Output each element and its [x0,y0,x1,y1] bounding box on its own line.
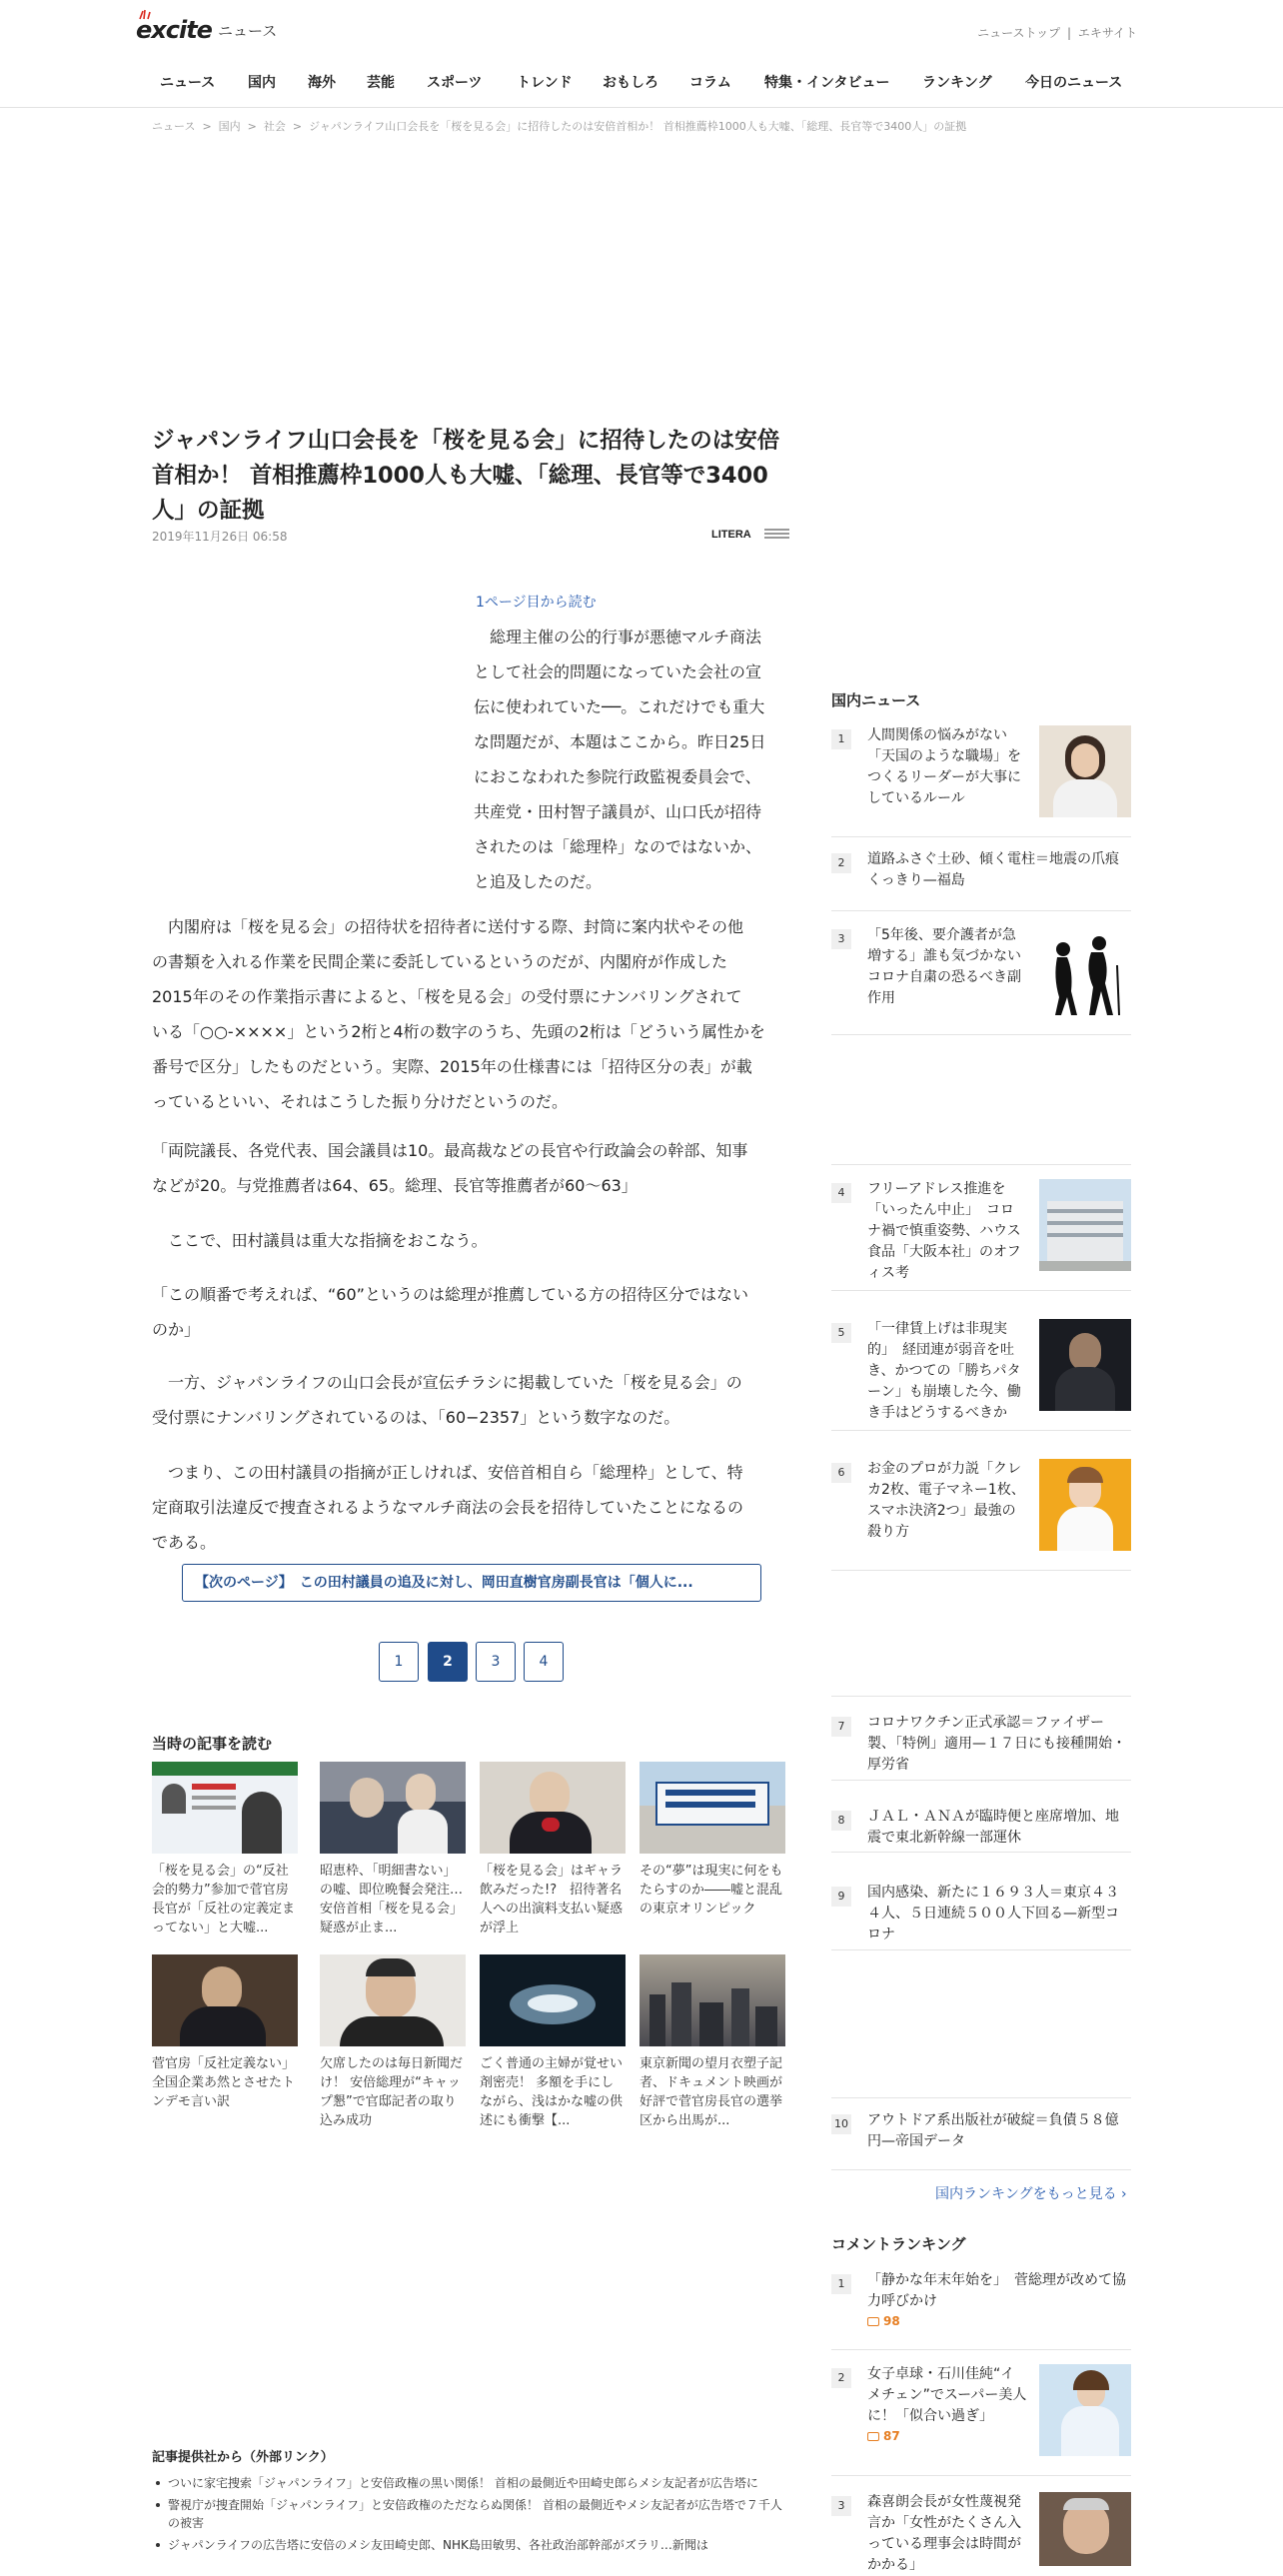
comment-rank-item[interactable] [831,2270,1131,2350]
rank-title: 「一律賃上げは非現実的」 経団連が弱音を吐き、かつての「勝ちパターン」も崩壊した今、働き手はどうするべきか [867,1321,1021,1421]
rank-title: 国内感染、新たに１６９３人＝東京４３４人、５日連続５００人下回る—新型コロナ [867,1885,1119,1942]
rank-thumbnail [1039,2492,1131,2566]
more-link-label: 国内ランキングをもっと見る [935,2186,1117,2202]
logo-spark-icon [138,10,152,20]
related-thumbnail [480,1954,626,2046]
nav-trend[interactable]: トレンド [517,75,573,91]
article-line: 受付票にナンバリングされているのは、「60−2357」という数字なのだ。 [152,1408,680,1427]
external-link[interactable]: 警視庁が捜査開始「ジャパンライフ」と安倍政権のただならぬ関係！ 首相の最側近やメシ友記者が広告塔で７千人の被害 [152,2496,791,2532]
article-line: として社会的問題になっていた会社の宣 [474,662,762,681]
nav-entertainment[interactable]: 芸能 [367,75,395,91]
rank-thumbnail [1039,925,1131,1017]
related-thumbnail [640,1954,785,2046]
page-4-button[interactable]: 4 [524,1642,564,1682]
rank-title: 「静かな年末年始を」 菅総理が改めて協力呼びかけ [867,2272,1126,2309]
article-line: 番号で区分」したものだという。実際、2015年の仕様書には「招待区分の表」が載 [152,1057,752,1076]
rank-title: コロナワクチン正式承認＝ファイザー製、「特例」適用—１７日にも接種開始・厚労省 [867,1715,1126,1773]
domestic-news-heading: 国内ニュース [831,691,921,709]
page-1-button[interactable]: 1 [379,1642,419,1682]
article-line: っているといい、それはこうした振り分けだというのだ。 [152,1092,569,1111]
article-line: 「両院議長、各党代表、国会議員は10。最高裁などの長官や行政論会の幹部、知事 [152,1141,748,1160]
page-2-button[interactable]: 2 [428,1642,468,1682]
comment-count [867,2314,900,2328]
domestic-rank-item[interactable] [831,725,1131,837]
litera-logo-text: LITERA [711,529,751,541]
nav-today-news[interactable]: 今日のニュース [1025,75,1123,91]
article-line: つまり、この田村議員の指摘が正しければ、安倍首相自ら「総理枠」として、特 [152,1463,743,1482]
breadcrumb-domestic[interactable]: 国内 [218,120,241,133]
next-page-button[interactable]: 【次のページ】 この田村議員の追及に対し、岡田直樹官房副長官は「個人に... [182,1564,761,1602]
domestic-rank-item[interactable] [831,1713,1131,1781]
article-date: 2019年11月26日 06:58 [152,530,288,544]
rank-title: 「5年後、要介護者が急増する」誰も気づかないコロナ自粛の恐るべき副作用 [867,927,1021,1006]
related-item[interactable] [640,1762,785,1919]
related-item[interactable] [640,1954,785,2128]
comment-count-value: 98 [883,2314,900,2328]
rank-number: 5 [831,1323,851,1343]
main-nav [0,72,1283,100]
sidebar-divider [831,2097,1131,2098]
top-links [977,24,1137,41]
rank-thumbnail [1039,1459,1131,1551]
external-link[interactable]: ついに家宅捜索「ジャパンライフ」と安倍政権の黒い関係！ 首相の最側近や田崎史郎らメシ友記者が広告塔に [152,2474,791,2492]
rank-number: 7 [831,1717,851,1737]
external-links-list [152,2474,791,2558]
sidebar-divider [831,1696,1131,1697]
excite-link[interactable]: エキサイト [1077,26,1137,40]
article-line: 一方、ジャパンライフの山口会長が宣伝チラシに掲載していた「桜を見る会」の [152,1373,742,1392]
more-domestic-ranking-link[interactable] [935,2183,1127,2203]
breadcrumb-current: ジャパンライフ山口会長を「桜を見る会」に招待したのは安倍首相か！ 首相推薦枠1000人も大嘘、「総理、長官等で3400人」の証拠 [309,120,967,133]
related-thumbnail [152,1762,298,1854]
nav-news[interactable]: ニュース [160,75,216,91]
breadcrumb-news[interactable]: ニュース [152,120,196,133]
article-line: である。 [152,1533,217,1552]
article-line: のか」 [152,1320,201,1339]
related-thumbnail [320,1762,466,1854]
breadcrumb: ニュース > 国内 > 社会 > ジャパンライフ山口会長を「桜を見る会」に招待したのは安倍首相か！ 首相推薦枠1000人も大嘘、「総理、長官等で3400人」の証拠 [152,120,967,133]
related-caption: 昭恵枠、「明細書ない」の嘘、即位晩餐会発注…安倍首相「桜を見る会」疑惑が止ま... [320,1864,464,1935]
rank-title: 道路ふさぐ土砂、傾く電柱＝地震の爪痕くっきり—福島 [867,851,1119,888]
rank-number: 3 [831,2496,851,2516]
related-caption: ごく普通の主婦が覚せい剤密売！ 多額を手にしながら、浅はかな嘘の供述にも衝撃【... [480,2056,624,2128]
article-line: 総理主催の公的行事が悪徳マルチ商法 [474,628,762,646]
article-title: ジャパンライフ山口会長を「桜を見る会」に招待したのは安倍首相か！ 首相推薦枠1000人も大嘘、「総理、長官等で3400人」の証拠 [152,428,780,524]
related-item[interactable] [152,1954,298,2111]
domestic-rank-item[interactable] [831,1883,1131,1950]
article-line: 共産党・田村智子議員が、山口氏が招待 [474,802,762,821]
news-top-link[interactable]: ニューストップ [977,26,1061,40]
excite-logo[interactable] [136,14,277,44]
external-links-heading: 記事提供社から（外部リンク） [152,2450,334,2465]
comment-count [867,2429,900,2443]
rank-thumbnail [1039,1179,1131,1271]
related-heading: 当時の記事を読む [152,1735,273,1753]
rank-title: ＪＡＬ・ＡＮＡが臨時便と座席増加、地震で東北新幹線一部運休 [867,1809,1119,1846]
article-paragraph [152,1223,791,1258]
rank-title: 女子卓球・石川佳純“イメチェン”でスーパー美人に！「似合い過ぎ」 [867,2366,1027,2424]
article-line: 伝に使われていた──。これだけでも重大 [474,697,765,716]
rank-number: 9 [831,1887,851,1907]
related-item[interactable] [320,1954,466,2128]
article-paragraph [152,1133,791,1203]
related-thumbnail [152,1954,298,2046]
article-line: な問題だが、本題はここから。昨日25日 [474,732,766,751]
article-line: の書類を入れる作業を民間企業に委託しているというのだが、内閣府が作成した [152,952,728,971]
article-paragraph [152,1455,791,1560]
domestic-rank-item[interactable] [831,849,1131,911]
related-item[interactable] [480,1762,626,1935]
comment-count-value: 87 [883,2429,900,2443]
article-paragraph [152,909,791,1119]
rank-title: 森喜朗会長が女性蔑視発言か「女性がたくさん入っている理事会は時間がかかる」 [867,2494,1021,2573]
related-caption: 「桜を見る会」の“反社会的勢力”参加で菅官房長官が「反社の定義定まってない」と大嘘... [152,1864,296,1935]
related-caption: 「桜を見る会」はギャラ飲みだった!? 招待著名人への出演料支払い疑惑が浮上 [480,1864,624,1935]
article-intro [474,620,793,899]
comment-bubble-icon [867,2432,879,2441]
nav-domestic[interactable]: 国内 [248,75,276,91]
rank-thumbnail [1039,1319,1131,1411]
article-line: いる「○○-××××」という2桁と4桁の数字のうち、先頭の2桁は「どういう属性かを [152,1022,765,1041]
nav-sports[interactable]: スポーツ [427,75,483,91]
article-line: 2015年のその作業指示書によると、「桜を見る会」の受付票にナンバリングされて [152,987,742,1006]
top-links-separator: | [1066,26,1071,40]
nav-funny[interactable]: おもしろ [603,75,658,91]
logo-sub: ニュース [217,22,278,40]
nav-column[interactable]: コラム [689,75,731,91]
related-thumbnail [320,1954,466,2046]
comment-ranking-heading: コメントランキング [831,2235,966,2253]
rank-number: 10 [831,2114,851,2134]
comment-bubble-icon [867,2317,879,2326]
page-3-button[interactable]: 3 [476,1642,516,1682]
related-caption: 欠席したのは毎日新聞だけ！ 安倍総理が“キャップ懇”で官邸記者の取り込み成功 [320,2056,464,2128]
domestic-rank-item[interactable] [831,925,1131,1035]
chevron-right-icon: › [1121,2186,1127,2202]
breadcrumb-society[interactable]: 社会 [263,120,286,133]
article-line: されたのは「総理枠」なのではないか、 [474,837,762,856]
rank-thumbnail [1039,725,1131,817]
rank-title: アウトドア系出版社が破綻＝負債５８億円—帝国データ [867,2112,1119,2149]
article-line: ここで、田村議員は重大な指摘をおこなう。 [152,1231,488,1250]
related-item[interactable] [320,1762,466,1935]
rank-number: 2 [831,2368,851,2388]
domestic-rank-item[interactable] [831,1179,1131,1291]
rank-number: 1 [831,2274,851,2294]
related-caption: その“夢”は現実に何をもたらすのか――嘘と混乱の東京オリンピック [640,1864,783,1917]
rank-title: 人間関係の悩みがない「天国のような職場」をつくるリーダーが大事にしているルール [867,727,1021,806]
article-line: 定商取引法違反で捜査されるようなマルチ商法の会長を招待していたことになるの [152,1498,744,1517]
rank-title: フリーアドレス推進を「いったん中止」 コロナ禍で慎重姿勢、ハウス食品「大阪本社」のオフィス考 [867,1181,1021,1281]
rank-title: お金のプロが力説「クレカ2枚、電子マネー1枚、スマホ決済2つ」最強の殺り方 [867,1461,1025,1540]
read-from-first-page-link[interactable]: 1ページ目から読む [476,595,597,611]
article-paragraph [152,1365,791,1435]
comment-rank-item[interactable] [831,2492,1131,2572]
domestic-rank-item[interactable] [831,1459,1131,1571]
domestic-rank-item[interactable] [831,1807,1131,1853]
article-line: 内閣府は「桜を見る会」の招待状を招待者に送付する際、封筒に案内状やその他 [152,917,744,936]
related-thumbnail [480,1762,626,1854]
external-link[interactable]: ジャパンライフの広告塔に安倍のメシ友田崎史郎、NHK島田敏男、各社政治部幹部がズラリ…新聞は [152,2536,791,2554]
rank-number: 4 [831,1183,851,1203]
sidebar-divider [831,1164,1131,1165]
related-item[interactable] [152,1762,298,1935]
nav-feature-interview[interactable]: 特集・インタビュー [764,75,890,91]
article-line: と追及したのだ。 [474,872,603,891]
logo-main: excite [136,16,212,44]
site-header [0,0,1283,108]
domestic-rank-item[interactable] [831,2110,1131,2170]
related-item[interactable] [480,1954,626,2128]
related-caption: 東京新聞の望月衣塑子記者、ドキュメント映画が好評で菅官房長官の選挙区から出馬が... [640,2056,783,2128]
rank-number: 6 [831,1463,851,1483]
related-thumbnail [640,1762,785,1854]
elderly-silhouette-icon [1039,925,1131,1017]
rank-number: 2 [831,853,851,873]
rank-number: 8 [831,1811,851,1831]
domestic-rank-item[interactable] [831,1319,1131,1431]
article-line: 「この順番で考えれば、“60”というのは総理が推薦している方の招待区分ではない [152,1285,748,1304]
article-line: におこなわれた参院行政監視委員会で、 [474,767,761,786]
article-line: などが20。与党推薦者は64、65。総理、長官等推薦者が60～63」 [152,1176,638,1195]
article-paragraph [152,1277,791,1347]
litera-logo[interactable] [711,526,791,542]
rank-number: 1 [831,729,851,749]
nav-ranking[interactable]: ランキング [922,75,992,91]
rank-number: 3 [831,929,851,949]
comment-rank-item[interactable] [831,2364,1131,2476]
rank-thumbnail [1039,2364,1131,2456]
related-caption: 菅官房「反社定義ない」全国企業あ然とさせたトンデモ言い訳 [152,2056,296,2109]
nav-world[interactable]: 海外 [308,75,336,91]
